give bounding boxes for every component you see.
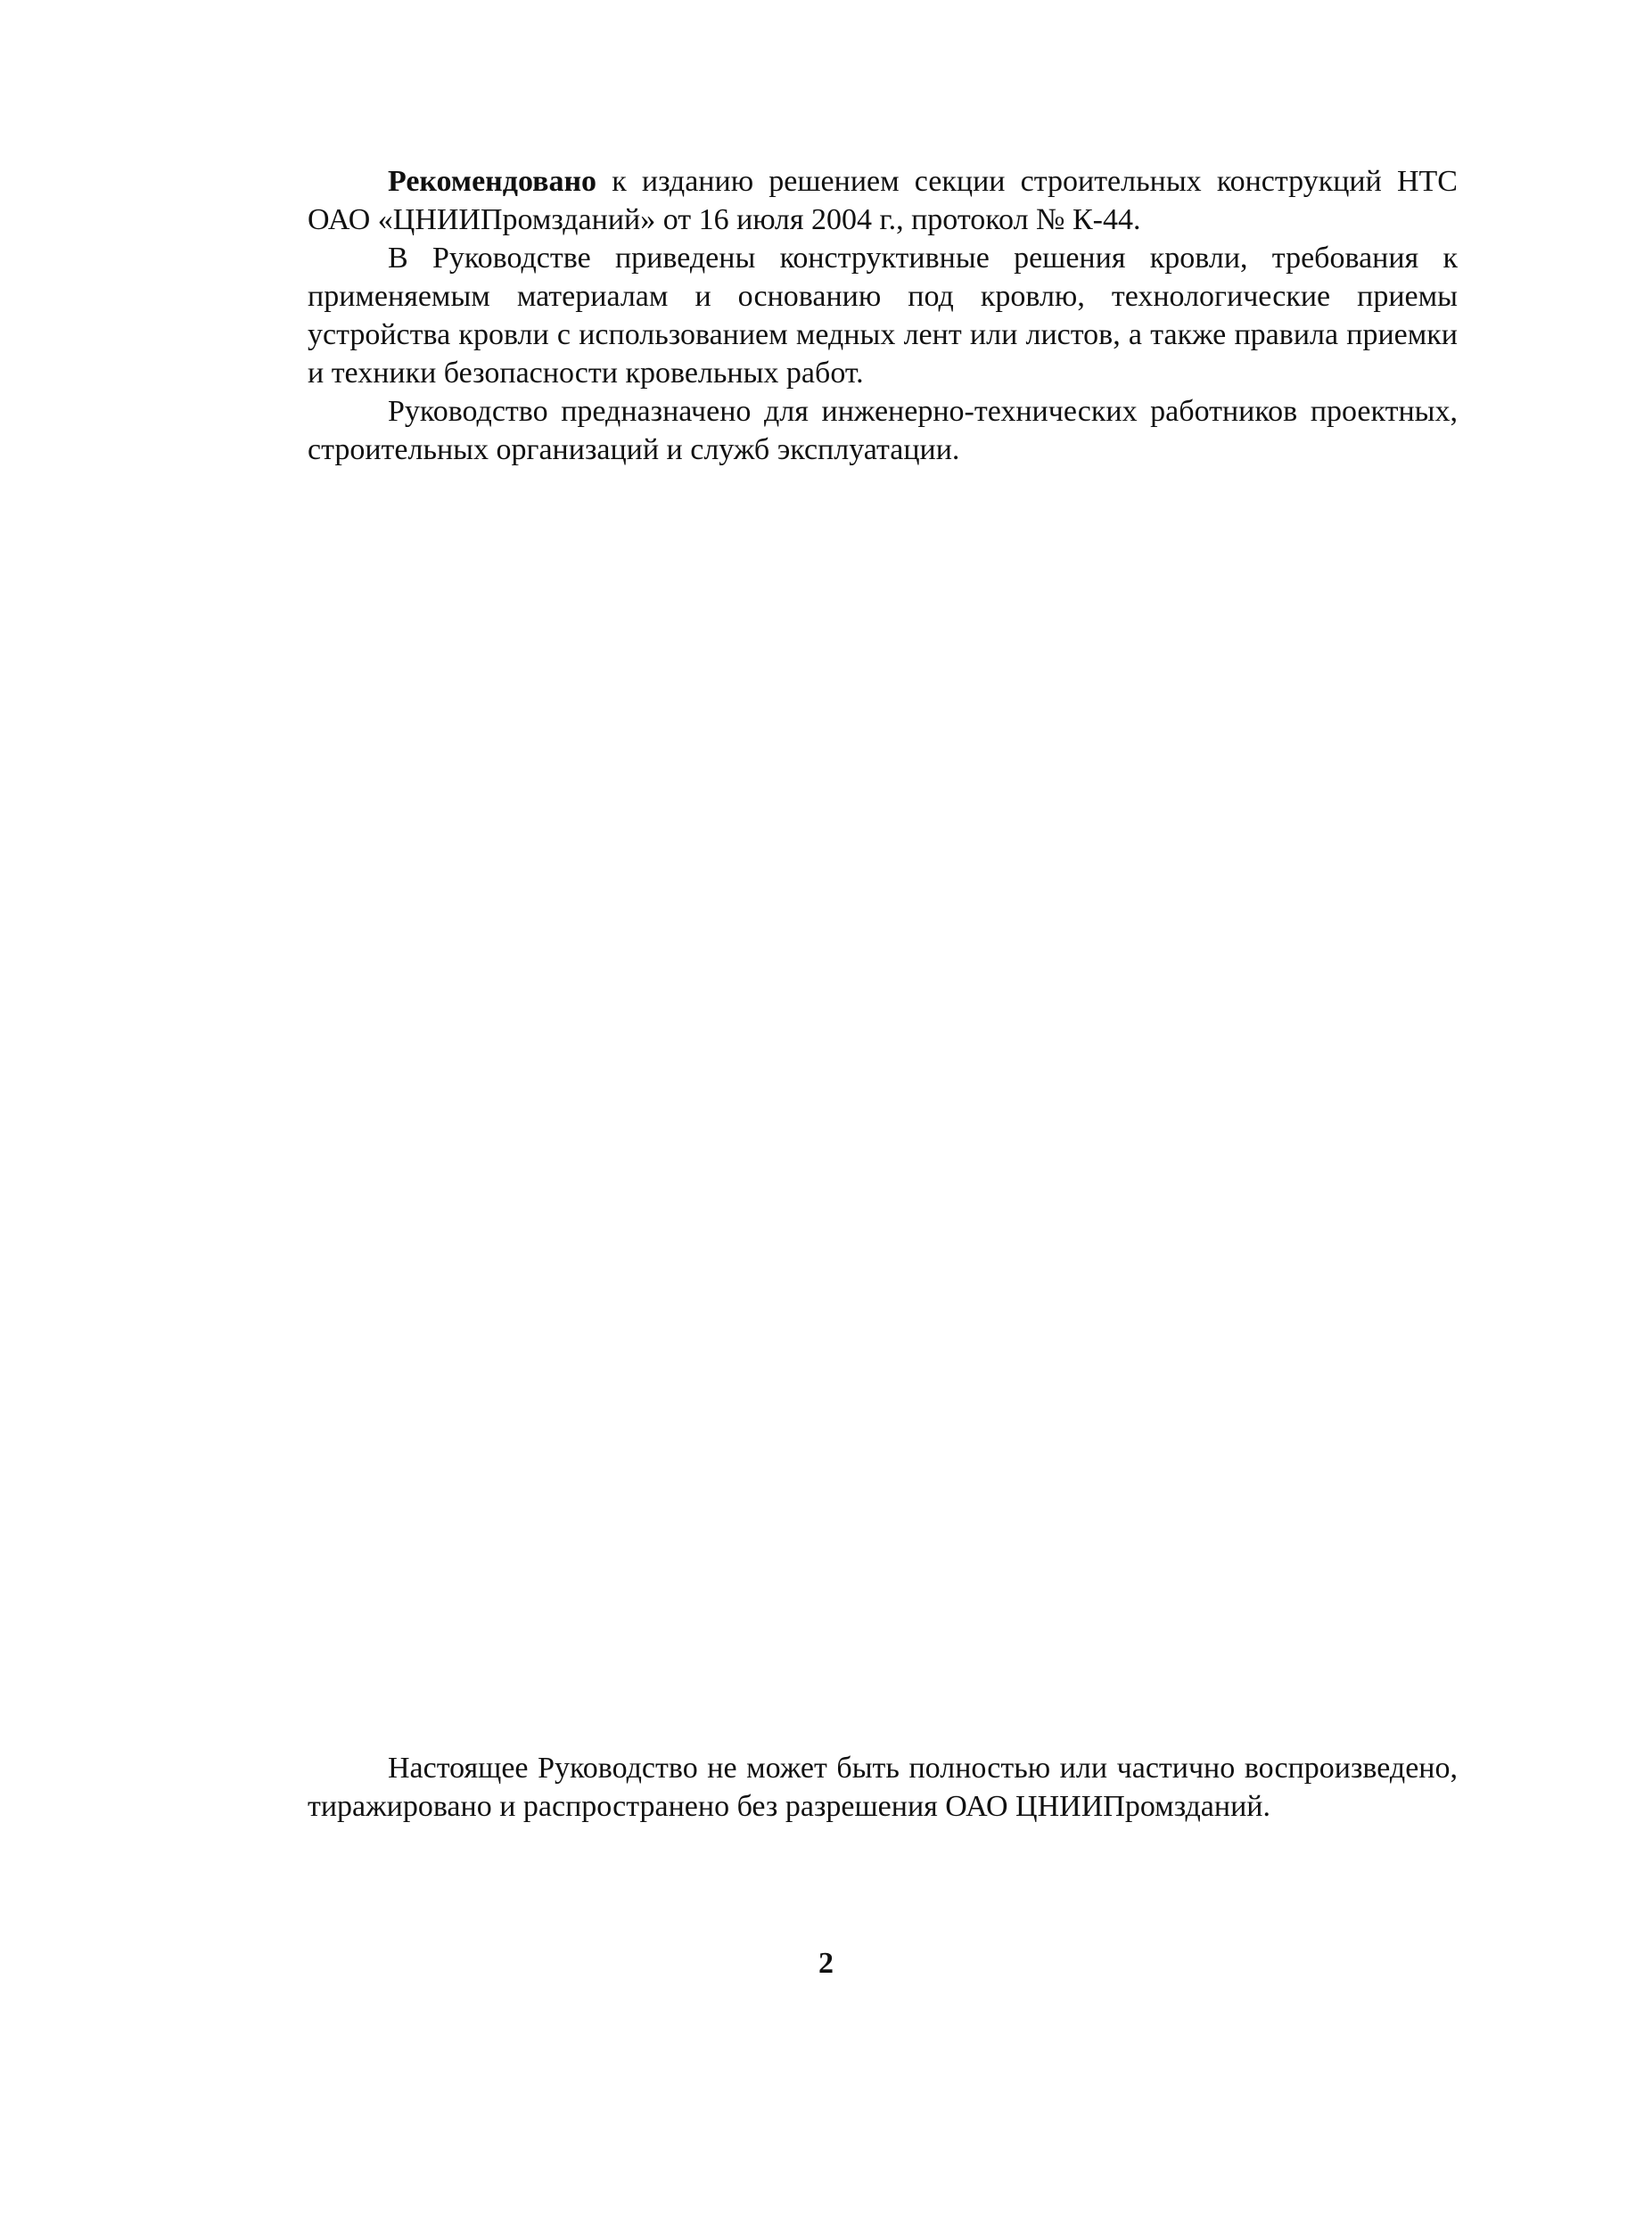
copyright-block [308,1749,1458,1826]
copyright-notice: Настоящее Руководство не может быть полностью или частично воспроизведено, тиражировано и распространено без разрешения ОАО ЦНИИПромзданий. [308,1752,1458,1823]
page-number: 2 [818,1947,834,1980]
contents-paragraph: В Руководстве приведены конструктивные решения кровли, требования к применяемым материалам и основанию под кровлю, технологические приемы устройства кровли с использованием медных лент или листов, а также правила приемки и техники безопасности кровельных работ. [308,242,1458,390]
recommendation-paragraph [308,162,1458,239]
recommended-bold-text: Рекомендовано [388,165,597,198]
audience-paragraph: Руководство предназначено для инженерно-технических работников проектных, строительных организаций и служб эксплуатации. [308,395,1458,466]
recommended-rest-text: к изданию решением секции строительных конструкций НТС ОАО «ЦНИИПромзданий» от 16 июля 2004 г., протокол № К-44. [308,165,1458,236]
intro-block [308,162,1458,469]
